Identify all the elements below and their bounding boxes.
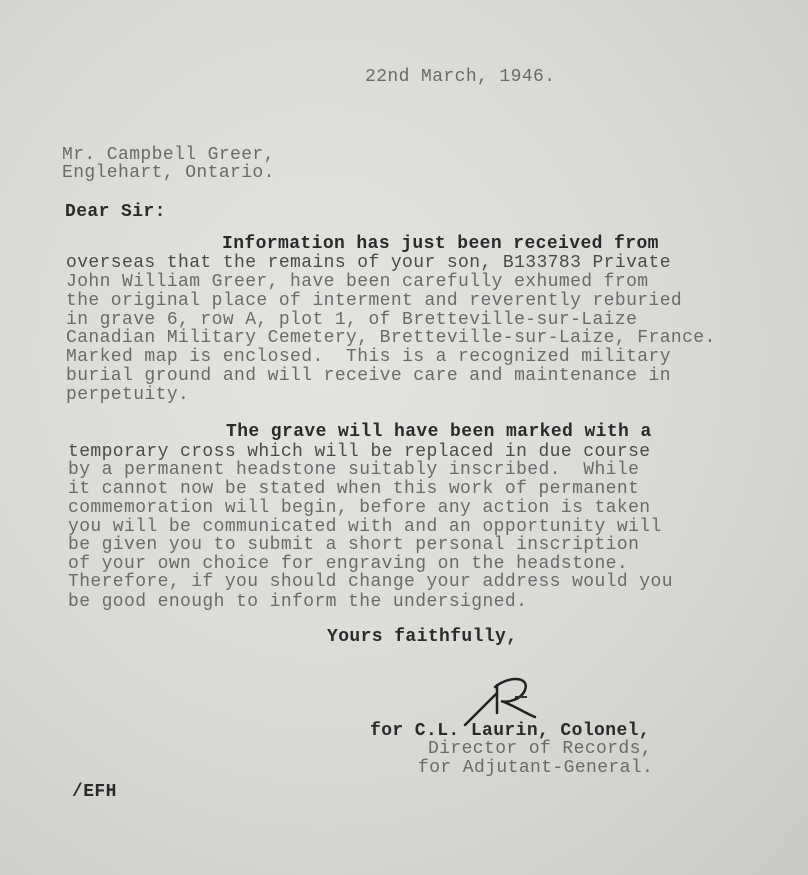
paragraph-line: of your own choice for engraving on the headstone. xyxy=(68,554,629,574)
paragraph-line: overseas that the remains of your son, B133783 Private xyxy=(66,253,671,273)
recipient-name: Mr. Campbell Greer, xyxy=(62,145,275,165)
paragraph-line: commemoration will begin, before any action is taken xyxy=(68,498,651,518)
paragraph-line: The grave will have been marked with a xyxy=(226,422,652,442)
paragraph-line: Marked map is enclosed. This is a recognized military xyxy=(66,347,671,367)
paragraph-line: John William Greer, have been carefully exhumed from xyxy=(66,272,649,292)
paragraph-line: it cannot now be stated when this work of permanent xyxy=(68,479,640,499)
paragraph-line: temporary cross which will be replaced in due course xyxy=(68,442,651,462)
paragraph-line: the original place of interment and reverently reburied xyxy=(66,291,683,311)
salutation: Dear Sir: xyxy=(65,202,166,222)
paragraph-line: burial ground and will receive care and maintenance in xyxy=(66,366,671,386)
letter-date: 22nd March, 1946. xyxy=(365,67,556,87)
paragraph-line: Canadian Military Cemetery, Bretteville-sur-Laize, France. xyxy=(66,328,716,348)
signatory-line: for C.L. Laurin, Colonel, xyxy=(370,721,651,741)
reference-initials: /EFH xyxy=(72,782,117,802)
closing: Yours faithfully, xyxy=(327,627,518,647)
paragraph-line: by a permanent headstone suitably inscribed. While xyxy=(68,460,640,480)
paragraph-line: in grave 6, row A, plot 1, of Bretteville-sur-Laize xyxy=(66,310,638,330)
signatory-role: for Adjutant-General. xyxy=(418,758,654,778)
signatory-title: Director of Records, xyxy=(428,739,653,759)
paragraph-line: perpetuity. xyxy=(66,385,190,405)
paragraph-line: be good enough to inform the undersigned. xyxy=(68,592,528,612)
paragraph-line: Therefore, if you should change your address would you xyxy=(68,572,673,592)
paragraph-line: be given you to submit a short personal inscription xyxy=(68,535,640,555)
recipient-address: Englehart, Ontario. xyxy=(62,163,275,183)
paragraph-line: you will be communicated with and an opportunity will xyxy=(68,517,662,537)
paragraph-line: Information has just been received from xyxy=(222,234,659,254)
